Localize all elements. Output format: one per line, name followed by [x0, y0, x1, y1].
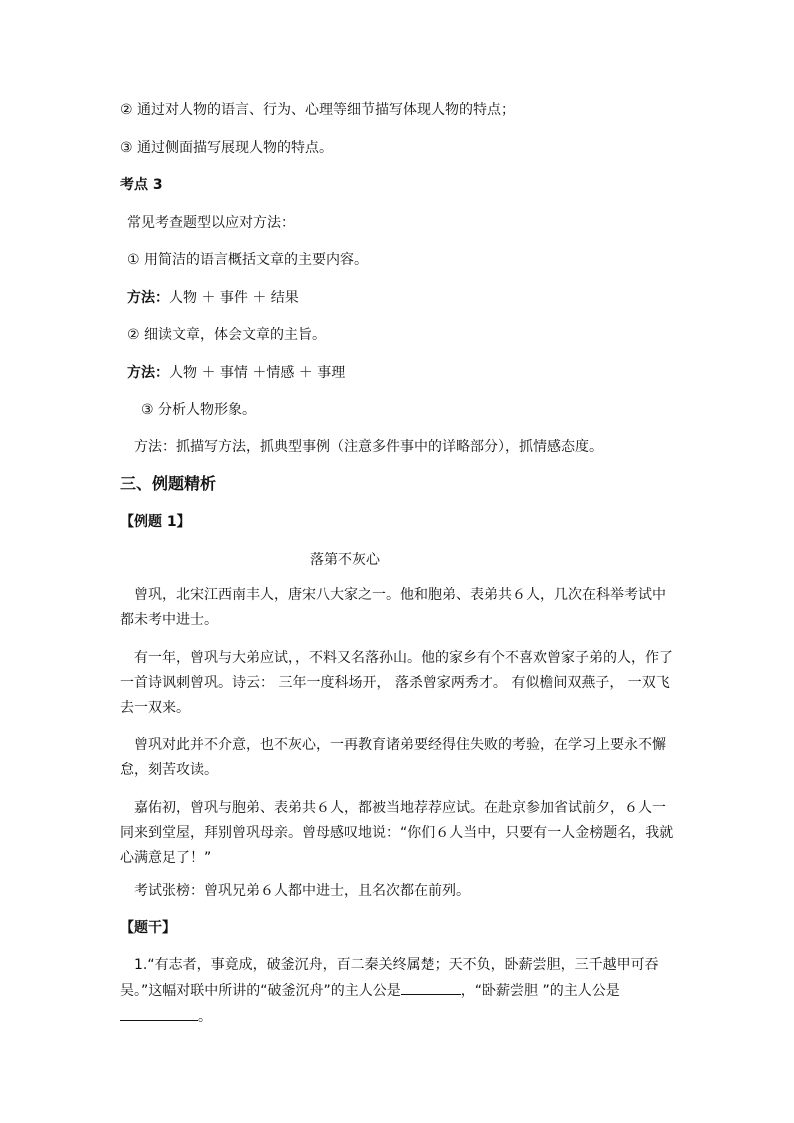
- line-6: ③ 分析人物形象。: [141, 402, 257, 418]
- method-2: [127, 363, 345, 383]
- question-label: 【题干】: [120, 920, 176, 936]
- answer-blank-2[interactable]: [120, 1004, 198, 1021]
- paragraph-4: 嘉佑初，曾巩与胞弟、表弟共６人，都被当地荐荐应试。在赴京参加省试前夕，６人一同来到堂屋，拜别曾巩母亲。曾母感叹地说：“你们６人当中，只要有一人金榜题名，我就心满意足了！”: [120, 800, 674, 866]
- question-1-end: 。: [198, 1009, 212, 1025]
- method-2-text: 人物 ＋ 事情 ＋情感 ＋ 事理: [169, 365, 346, 381]
- paragraph-3: 曾巩对此并不介意，也不灰心，一再教育诸弟要经得住失败的考验，在学习上要永不懈怠，刻苦攻读。: [120, 737, 666, 778]
- answer-blank-1[interactable]: [401, 978, 461, 995]
- method-1-text: 人物 ＋ 事件 ＋ 结果: [169, 290, 299, 306]
- kaodian-heading: 考点 3: [120, 177, 163, 193]
- line-5: ② 细读文章，体会文章的主旨。: [127, 327, 327, 343]
- question-1-text: 1.“有志者，事竟成，破釜沉舟，百二秦关终属楚；天不负，卧薪尝胆，三千越甲可吞吴。”这幅对联中所讲的“破釜沉舟”的主人公是: [120, 957, 659, 999]
- method-1-label: 方法：: [127, 290, 169, 306]
- example-label: 【例题 1】: [120, 514, 191, 530]
- line-2: ③ 通过侧面描写展现人物的特点。: [120, 140, 334, 156]
- line-4: ① 用简洁的语言概括文章的主要内容。: [127, 252, 368, 268]
- example-title: 落第不灰心: [310, 552, 380, 568]
- line-1: ② 通过对人物的语言、行为、心理等细节描写体现人物的特点；: [120, 102, 515, 118]
- paragraph-5: 考试张榜：曾巩兄弟６人都中进士，且名次都在前列。: [134, 883, 470, 899]
- section-heading: 三、例题精析: [120, 474, 217, 493]
- line-3: 常见考查题型以应对方法：: [127, 215, 295, 231]
- method-1: [127, 288, 299, 308]
- paragraph-1: 曾巩，北宋江西南丰人，唐宋八大家之一。他和胞弟、表弟共６人，几次在科举考试中都未考中进士。: [120, 587, 666, 628]
- paragraph-2: 有一年，曾巩与大弟应试，，不料又名落孙山。他的家乡有个不喜欢曾家子弟的人，作了一首诗讽刺曾巩。诗云： 三年一度科场开， 落杀曾家两秀才。 有似檐间双燕子， 一双飞去一双来。: [120, 650, 673, 716]
- question-1-text-2: ，“卧薪尝胆 ”的主人公是: [460, 983, 620, 999]
- line-7: 方法：抓描写方法，抓典型事例（注意多件事中的详略部分），抓情感态度。: [134, 439, 603, 455]
- question-1: [120, 953, 676, 1030]
- method-2-label: 方法：: [127, 365, 169, 381]
